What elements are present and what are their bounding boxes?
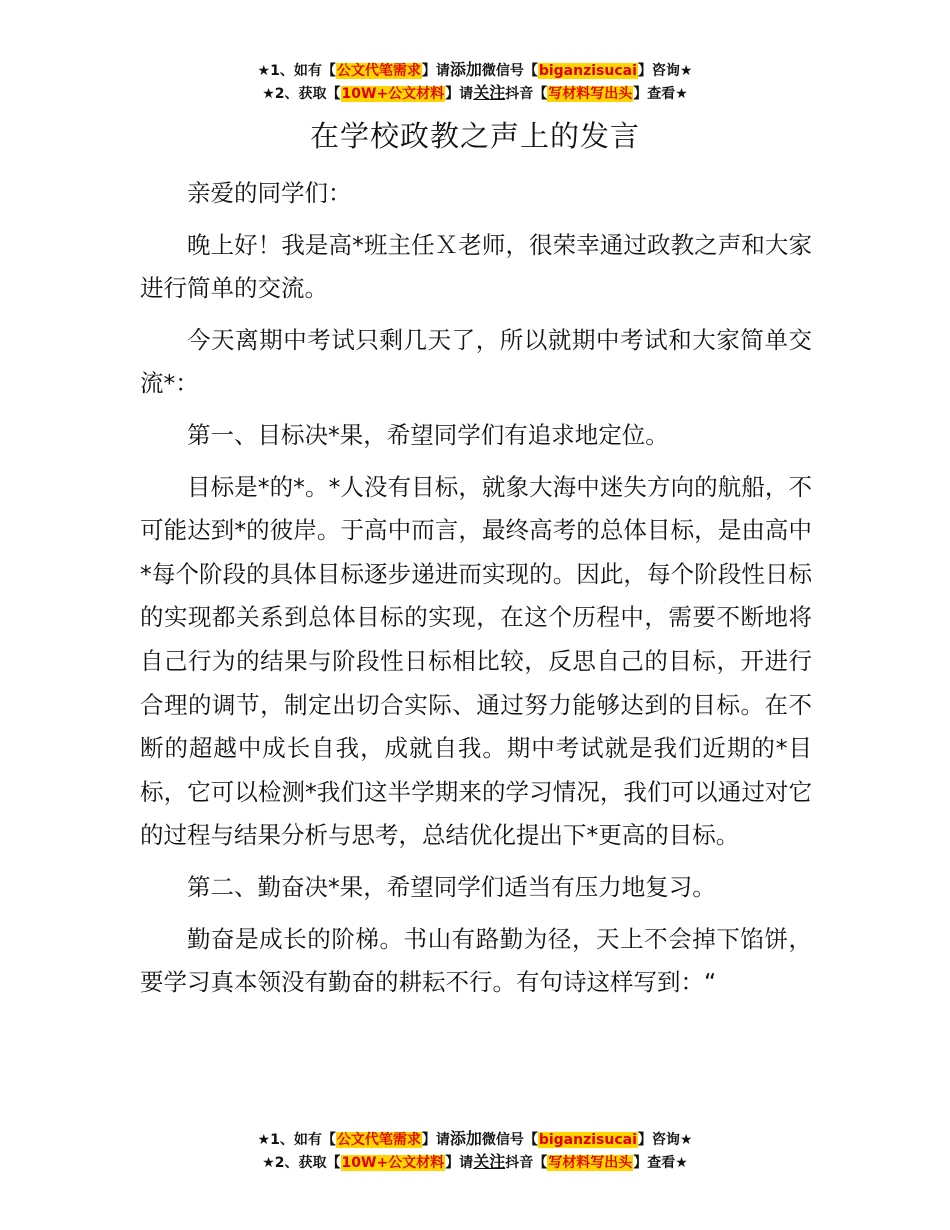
body-paragraph: 亲爱的同学们：	[187, 179, 352, 207]
promo-text: 微信号【	[481, 63, 538, 79]
promo-highlight: 写材料写出头	[548, 1155, 633, 1171]
document-body	[140, 172, 812, 1013]
promo-highlight: 写材料写出头	[548, 86, 633, 102]
promo-emphasis: 关注	[473, 1152, 506, 1171]
promo-text: 微信号【	[481, 1132, 538, 1148]
promo-text: 】查看★	[633, 86, 688, 102]
body-paragraph: 目标是*的*。*人没有目标，就象大海中迷失方向的航船，不可能达到*的彼岸。于高中而言，最终高考的总体目标，是由高中*每个阶段的具体目标逐步递进而实现的。因此，每个阶段性日标的实现都关系到总体目标的实现，在这个历程中，需要不断地将自己行为的结果与阶段性日标相比较，反思自己的目标，开进行合理的调节，制定出切合实际、通过努力能够达到的目标。在不断的超越中成长自我，成就自我。期中考试就是我们近期的*目标，它可以检测*我们这半学期来的学习情况，我们可以通过对它的过程与结果分析与思考，总结优化提出下*更高的目标。	[140, 472, 812, 850]
header-promo-banner	[0, 59, 950, 105]
body-paragraph: 勤奋是成长的阶梯。书山有路勤为径，天上不会掉下馅饼，要学习真本领没有勤奋的耕耘不行。有句诗这样写到：“	[140, 924, 812, 997]
promo-highlight: biganzisucai	[538, 63, 637, 79]
promo-text: 】咨询★	[637, 1132, 693, 1148]
promo-line-2	[0, 1151, 950, 1174]
body-paragraph: 第一、目标决*果，希望同学们有追求地定位。	[187, 420, 669, 449]
promo-text: 】请	[445, 1155, 474, 1171]
promo-text: 】请	[421, 1132, 450, 1148]
promo-text: 抖音【	[505, 86, 548, 102]
promo-text: 】请	[421, 63, 450, 79]
promo-line-2	[0, 82, 950, 105]
promo-highlight: 公文代笔需求	[336, 1132, 421, 1148]
promo-text: 】查看★	[633, 1155, 688, 1171]
promo-emphasis: 添加	[449, 60, 482, 79]
promo-text: ★2、获取【	[262, 1155, 341, 1171]
promo-text: ★1、如有【	[257, 1132, 336, 1148]
promo-text: 】请	[445, 86, 474, 102]
promo-line-1	[0, 59, 950, 82]
promo-highlight: biganzisucai	[538, 1132, 637, 1148]
body-paragraph: 晚上好！我是高*班主任Ｘ老师，很荣幸通过政教之声和大家进行简单的交流。	[140, 230, 812, 303]
body-paragraph: 第二、勤奋决*果，希望同学们适当有压力地复习。	[187, 872, 716, 901]
promo-line-1	[0, 1128, 950, 1151]
promo-emphasis: 关注	[473, 83, 506, 102]
promo-text: 】咨询★	[637, 63, 693, 79]
promo-highlight: 10W+公文材料	[341, 1155, 445, 1171]
promo-text: ★2、获取【	[262, 86, 341, 102]
promo-text: 抖音【	[505, 1155, 548, 1171]
document-title: 在学校政教之声上的发言	[309, 119, 640, 153]
promo-highlight: 10W+公文材料	[341, 86, 445, 102]
footer-promo-banner	[0, 1128, 950, 1174]
promo-emphasis: 添加	[449, 1129, 482, 1148]
promo-highlight: 公文代笔需求	[336, 63, 421, 79]
promo-text: ★1、如有【	[257, 63, 336, 79]
body-paragraph: 今天离期中考试只剩几天了，所以就期中考试和大家简单交流*：	[140, 325, 812, 398]
